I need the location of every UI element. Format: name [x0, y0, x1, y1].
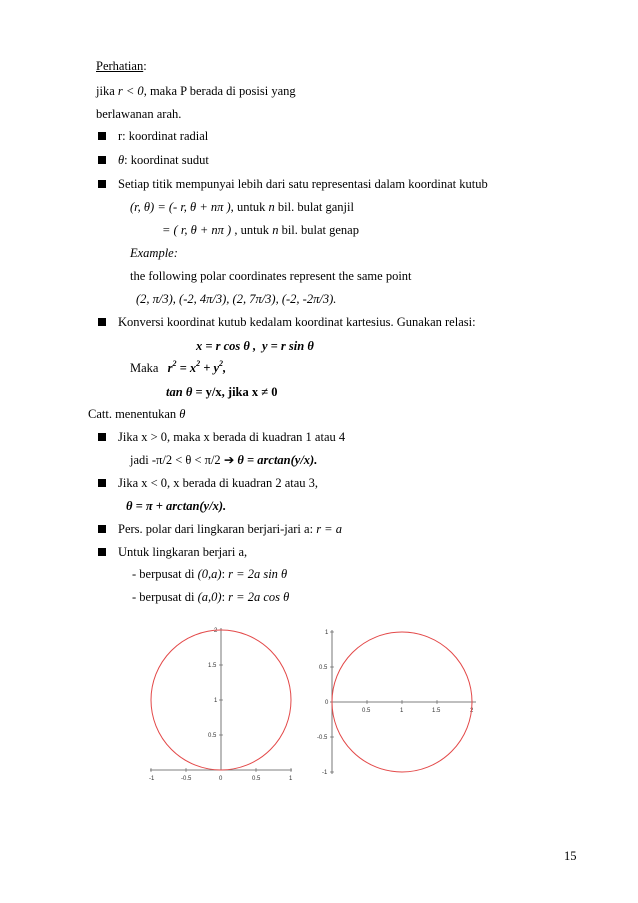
bullet-square-icon	[98, 132, 106, 140]
r2-exp-2: 2	[196, 359, 201, 368]
r2-y: + y	[200, 361, 220, 375]
equation-even-post: , untuk	[231, 223, 273, 237]
center-a0-mid: :	[221, 590, 229, 604]
center-a0-coord: (a,0)	[197, 590, 222, 604]
center-a0-pre: - berpusat di	[132, 590, 198, 604]
center-a0-eq: r = 2a cos θ	[228, 590, 290, 604]
bullet-radial-text: r: koordinat radial	[118, 129, 209, 143]
center-0a-line	[132, 566, 287, 582]
relation-tan	[166, 384, 277, 400]
bullet-multi-representation	[98, 176, 488, 192]
bullet-square-icon	[98, 479, 106, 487]
bullet-square-icon	[98, 525, 106, 533]
y-tick-label: 0	[325, 700, 329, 706]
x-tick-label: 1	[289, 776, 293, 782]
plot-circle-center-a0	[316, 624, 488, 780]
y-tick-label: 1	[325, 630, 329, 636]
maka-label: Maka	[130, 361, 159, 375]
bullet-x-positive	[98, 429, 345, 445]
bullet-x-negative-text: Jika x < 0, x berada di kuadran 2 atau 3,	[118, 476, 319, 490]
y-tick-label: -1	[322, 770, 328, 776]
bullet-radius	[98, 544, 247, 560]
x-tick-label: 1	[400, 708, 404, 714]
jadi-pre: jadi -π/2 < θ < π/2	[130, 453, 224, 467]
bullet-angle	[98, 152, 209, 168]
bullet-conversion-text: Konversi koordinat kutub kedalam koordinat kartesius. Gunakan relasi:	[118, 315, 476, 329]
equation-odd-n: n	[268, 200, 275, 214]
equation-odd	[130, 199, 354, 215]
example-text: the following polar coordinates represent the same point	[130, 269, 412, 283]
x-tick-label: 0	[219, 776, 223, 782]
negative-r-line	[96, 83, 296, 99]
example-points: (2, π/3), (-2, 4π/3), (2, 7π/3), (-2, -2π/3).	[136, 292, 337, 306]
plot-right-y-ticks	[317, 630, 334, 776]
x-tick-label: -1	[149, 776, 155, 782]
bullet-square-icon	[98, 180, 106, 188]
bullet-circle-math: r = a	[316, 522, 342, 536]
negative-r-pre: jika	[96, 84, 118, 98]
center-0a-mid: :	[221, 567, 229, 581]
center-0a-eq: r = 2a sin θ	[228, 567, 288, 581]
x-tick-label: 1.5	[432, 708, 441, 714]
theta-pi-arctan: θ = π + arctan(y/x).	[126, 499, 227, 513]
x-tick-label: 0.5	[362, 708, 371, 714]
equation-odd-post: untuk	[233, 200, 269, 214]
x-tick-label: 0.5	[252, 776, 261, 782]
catt-label: Catt. menentukan	[88, 407, 180, 421]
center-0a-pre: - berpusat di	[132, 567, 198, 581]
jadi-arctan: θ = arctan(y/x).	[234, 453, 318, 467]
relation-y: y = r sin θ	[262, 339, 314, 353]
arrow-right-icon: ➔	[223, 453, 235, 467]
bullet-radius-text: Untuk lingkaran berjari a,	[118, 545, 248, 559]
theta-symbol: θ	[118, 153, 125, 167]
y-tick-label: 1.5	[208, 663, 217, 669]
equation-odd-math: (r, θ) = (- r, θ + nπ ),	[130, 200, 234, 214]
example-label: Example:	[130, 246, 178, 260]
attention-colon: :	[143, 59, 147, 73]
x-tick-label: 2	[470, 708, 474, 714]
bullet-square-icon	[98, 318, 106, 326]
center-0a-coord: (0,a)	[197, 567, 222, 581]
opposite-direction-line: berlawanan arah.	[96, 107, 182, 121]
bullet-square-icon	[98, 548, 106, 556]
bullet-square-icon	[98, 433, 106, 441]
negative-r-post: , maka P berada di posisi yang	[143, 84, 296, 98]
equation-even	[162, 222, 359, 238]
r2-comma: ,	[223, 361, 227, 375]
r2-exp-3: 2	[219, 359, 224, 368]
equation-odd-tail: bil. bulat ganjil	[274, 200, 354, 214]
bullet-radial	[98, 128, 208, 144]
y-tick-label: 1	[214, 698, 218, 704]
tan-label: tan	[166, 385, 186, 399]
bullet-multi-text: Setiap titik mempunyai lebih dari satu representasi dalam koordinat kutub	[118, 177, 488, 191]
r2-exp-1: 2	[172, 359, 177, 368]
catt-theta: θ	[179, 407, 186, 421]
tan-rest: = y/x, jika x ≠ 0	[192, 385, 278, 399]
bullet-circle-eq	[98, 521, 342, 537]
y-tick-label: 0.5	[319, 665, 328, 671]
maka-line	[130, 360, 226, 376]
bullet-square-icon	[98, 156, 106, 164]
plot-circle-center-0a	[140, 624, 302, 784]
attention-heading	[96, 58, 147, 74]
y-tick-label: 2	[214, 628, 218, 634]
bullet-conversion	[98, 314, 476, 330]
page-number: 15	[564, 849, 577, 863]
attention-label: Perhatian	[96, 59, 144, 73]
jadi-line	[130, 452, 317, 468]
bullet-x-positive-text: Jika x > 0, maka x berada di kuadran 1 atau 4	[118, 430, 346, 444]
relation-r-squared	[168, 361, 227, 375]
equation-even-tail: bil. bulat genap	[278, 223, 359, 237]
center-a0-line	[132, 589, 289, 605]
r2-r: r	[167, 361, 173, 375]
bullet-circle-text: Pers. polar dari lingkaran berjari-jari a:	[118, 522, 317, 536]
catt-line	[88, 406, 185, 422]
negative-r-math: r < 0	[117, 84, 144, 98]
equation-even-math: = ( r, θ + nπ )	[162, 223, 232, 237]
tan-theta: θ	[185, 385, 193, 399]
x-tick-label: -0.5	[181, 776, 192, 782]
equation-even-n: n	[272, 223, 279, 237]
y-tick-label: -0.5	[317, 735, 328, 741]
r2-x: = x	[176, 361, 197, 375]
bullet-angle-text: : koordinat sudut	[124, 153, 209, 167]
relation-x: x = r cos θ ,	[196, 339, 257, 353]
y-tick-label: 0.5	[208, 733, 217, 739]
bullet-x-negative	[98, 475, 318, 491]
